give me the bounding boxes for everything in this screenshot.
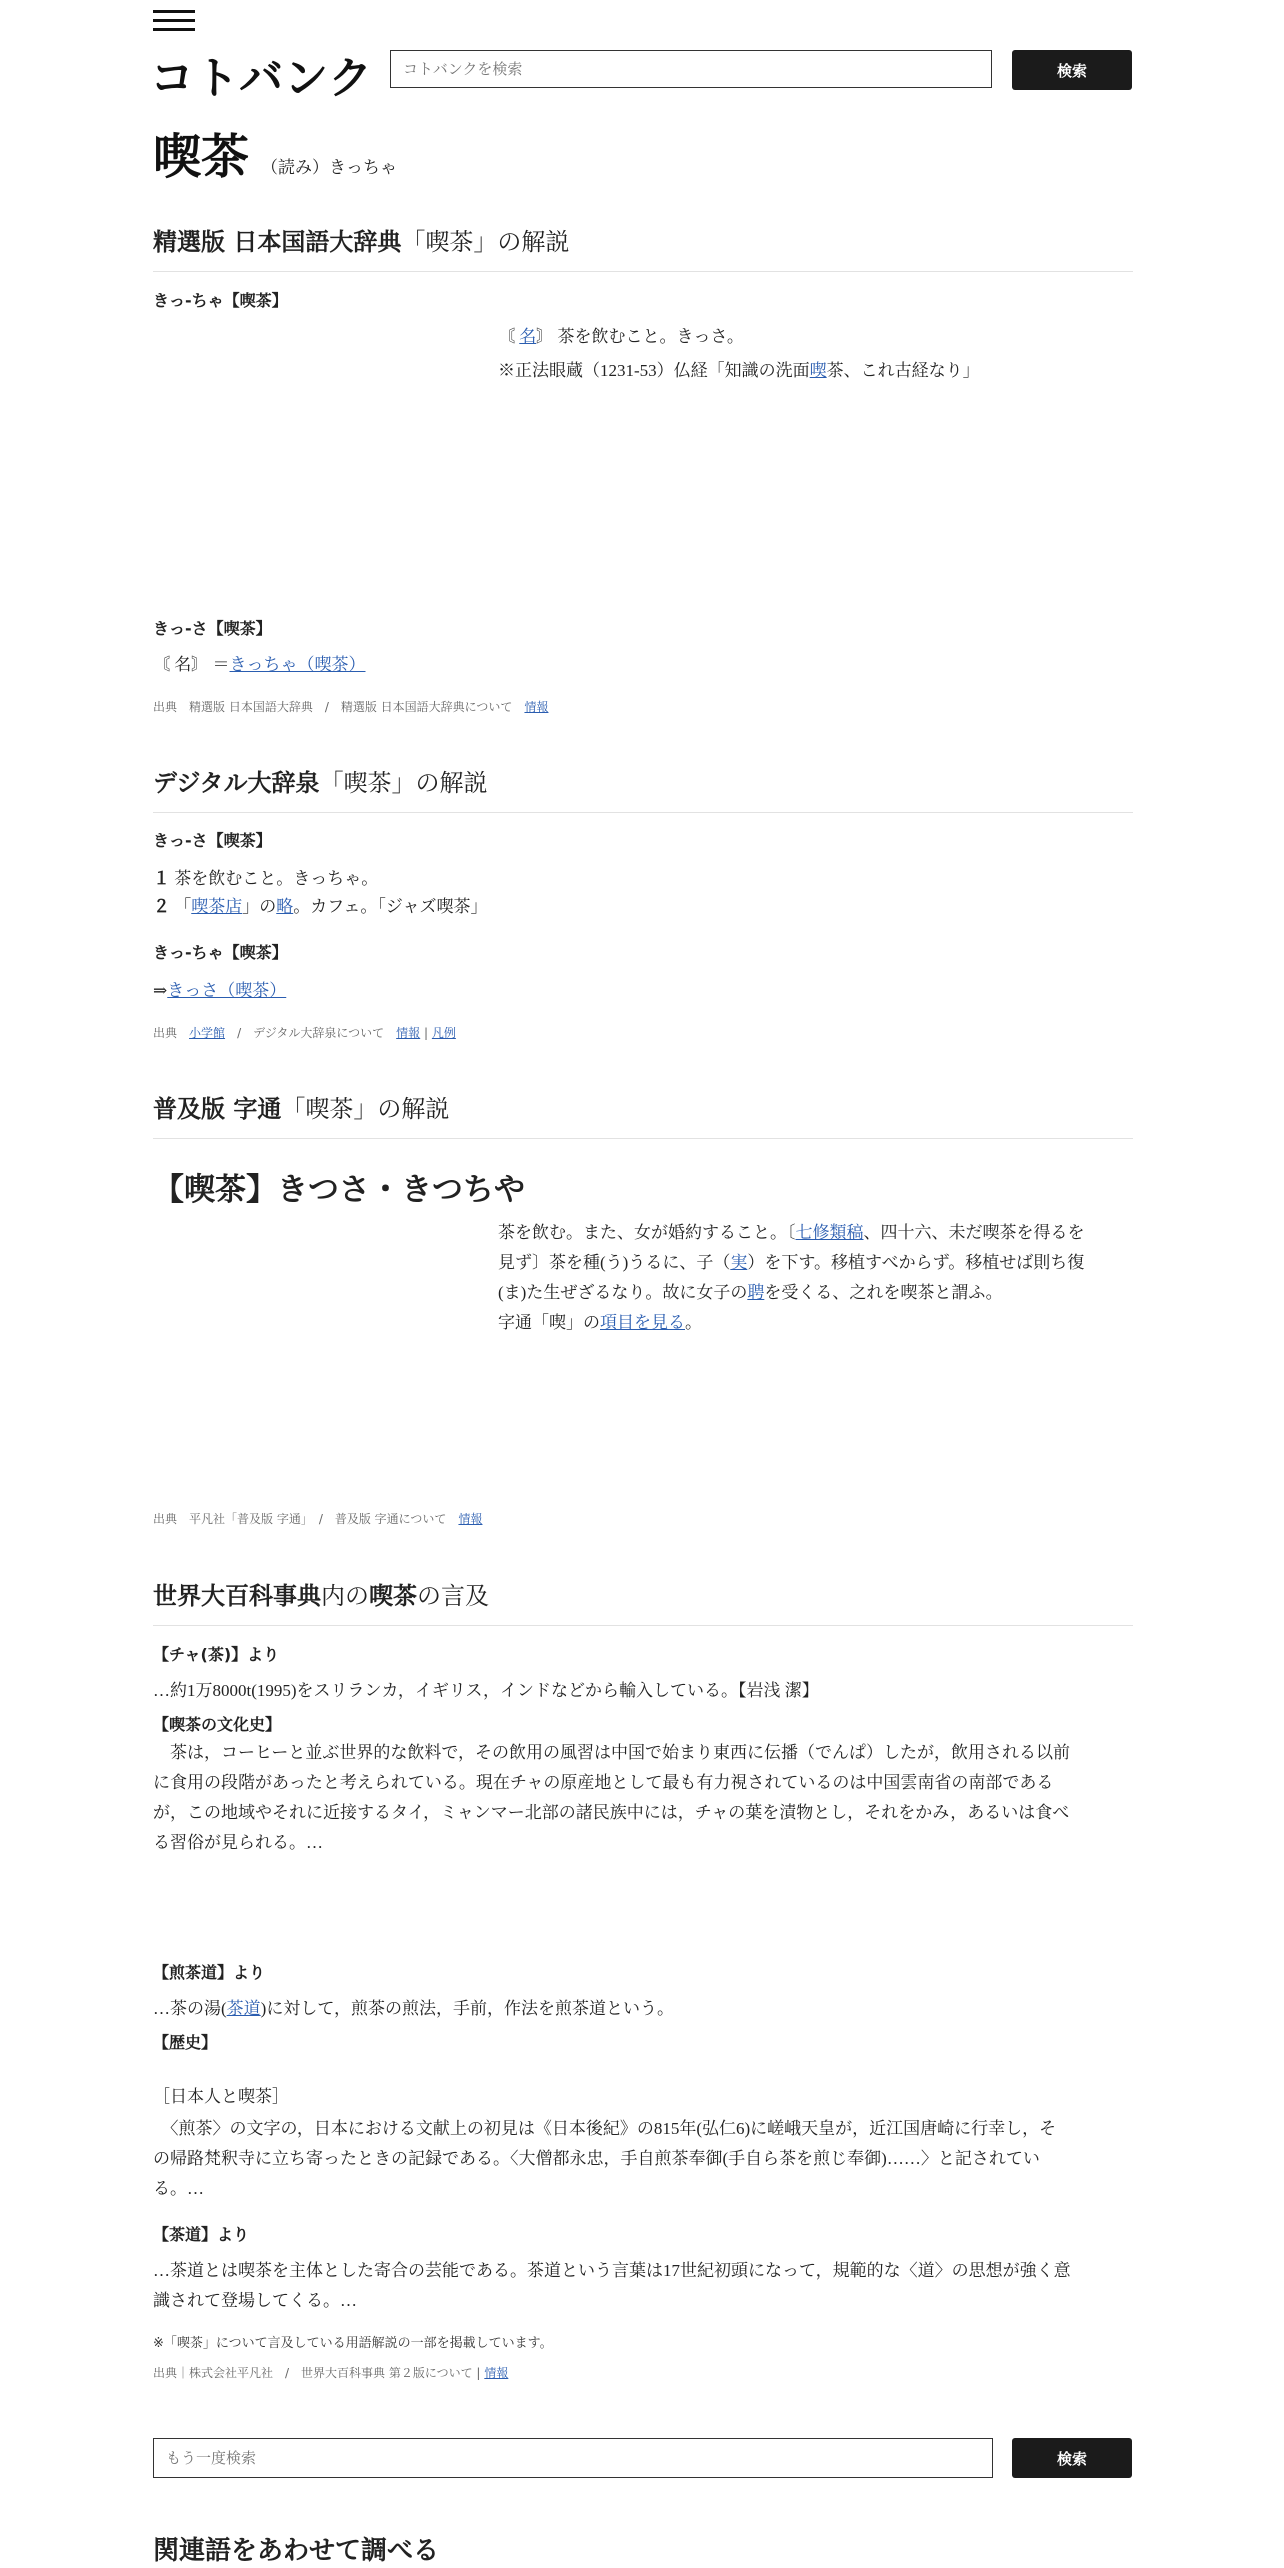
sado-paragraph-line: …茶道とは喫茶を主体とした寄合の芸能である。茶道という言葉は17世紀初頭になって，規範的な〈道〉の思想が強く意 <box>153 2261 1071 2280</box>
sado-link[interactable]: 茶道 <box>226 1999 261 2018</box>
section-heading-rest: 「喫茶」の解説 <box>319 769 488 797</box>
def-number: １ <box>153 869 170 889</box>
site-logo[interactable]: コトバンク <box>150 53 374 104</box>
info-link[interactable]: 情報 <box>524 700 549 714</box>
source-text: 出典 平凡社「普及版 字通」 / 普及版 字通について <box>153 1512 447 1526</box>
cross-ref-link[interactable]: きっちゃ（喫茶） <box>229 655 366 674</box>
kissaten-link[interactable]: 喫茶店 <box>191 897 243 916</box>
heading-bold-1: 世界大百科事典 <box>153 1582 321 1610</box>
sencha-text <box>153 1994 674 2024</box>
ryaku-link[interactable]: 略 <box>276 897 294 916</box>
sado-heading: 【茶道】より <box>153 2225 250 2244</box>
bracket-open: 〘 <box>498 327 515 346</box>
quote-link[interactable]: 喫 <box>809 361 827 380</box>
text: 見ず〕茶を種(う)うるに、子（ <box>498 1253 731 1272</box>
search-button[interactable]: 検索 <box>1012 50 1132 90</box>
text: 茶を飲む。また、女が婚約すること。〔 <box>498 1223 796 1242</box>
def-mid: 」の <box>242 897 277 916</box>
entry-heading: きっ‐さ【喫茶】 <box>153 831 272 850</box>
page-title <box>153 118 397 187</box>
info-link[interactable]: 情報 <box>458 1512 483 1526</box>
jitsu-line-4 <box>498 1308 702 1338</box>
publisher-link[interactable]: 小学館 <box>189 1026 226 1040</box>
section-heading-rest: 「喫茶」の解説 <box>401 228 570 256</box>
quote-pre: ※正法眼蔵（1231‐53）仏経「知識の洗面 <box>498 361 810 380</box>
sencha-subheading-2: ［日本人と喫茶］ <box>153 2087 289 2106</box>
text: …茶の湯( <box>153 1999 227 2018</box>
heading-mid: 内の <box>321 1582 369 1610</box>
sencha-heading: 【煎茶道】より <box>153 1963 266 1982</box>
jitsu-line-3 <box>498 1278 1003 1308</box>
arrow-icon: ⇒ <box>153 981 168 1000</box>
definition-2 <box>153 892 488 922</box>
def-pre: 「 <box>174 897 192 916</box>
hei-link[interactable]: 聘 <box>747 1283 765 1302</box>
section-heading-heibonsha <box>153 1576 1133 1626</box>
related-heading: 関連語をあわせて調べる <box>153 2536 440 2566</box>
quote-text <box>498 356 980 386</box>
text: 。 <box>685 1313 702 1332</box>
section-heading-rest: 「喫茶」の解説 <box>281 1095 450 1123</box>
cross-ref <box>153 976 286 1006</box>
search-again-input[interactable] <box>153 2438 993 2478</box>
separator: | <box>424 1026 429 1040</box>
cha-subheading: 【喫茶の文化史】 <box>153 1715 282 1734</box>
cha-text: …約1万8000t(1995)をスリランカ，イギリス，インドなどから輸入している。【岩浅 潔】 <box>153 1681 819 1700</box>
source-line <box>153 1024 456 1041</box>
section-heading-bold: 精選版 日本国語大辞典 <box>153 228 402 256</box>
source-text: 出典｜株式会社平凡社 / 世界大百科事典 第２版について | <box>153 2366 481 2380</box>
jitsu-line-1 <box>498 1218 1085 1248</box>
entry-heading: きっ‐ちゃ【喫茶】 <box>153 943 288 962</box>
source-text: / デジタル大辞泉について <box>237 1026 385 1040</box>
source-label: 出典 <box>153 1026 178 1040</box>
text: 、四十六、未だ喫茶を得るを <box>863 1223 1085 1242</box>
section-heading-daijisen <box>153 763 1133 813</box>
text: を受くる、之れを喫茶と謂ふ。 <box>764 1283 1003 1302</box>
pos-link[interactable]: 名 <box>519 327 537 346</box>
title-reading: （読み）きっちゃ <box>261 158 398 178</box>
cha-paragraph-line: る習俗が見られる。… <box>153 1833 323 1852</box>
cha-paragraph-line: が，この地域やそれに近接するタイ，ミャンマー北部の諸民族中には，チャの葉を漬物とし，それをかみ，あるいは食べ <box>153 1803 1070 1822</box>
source-line <box>153 1510 482 1527</box>
sado-paragraph-line: 識されて登場してくる。… <box>153 2291 357 2310</box>
entry-heading: きっ‐ちゃ【喫茶】 <box>153 291 288 310</box>
section-heading-bold: デジタル大辞泉 <box>153 769 320 797</box>
section-heading-bold: 普及版 字通 <box>153 1095 282 1123</box>
jitsu-line-2 <box>498 1248 1084 1278</box>
definition-text <box>498 322 744 352</box>
section-heading-nikkoku <box>153 222 1133 272</box>
search-again-button[interactable]: 検索 <box>1012 2438 1132 2478</box>
hanrei-link[interactable]: 凡例 <box>431 1026 456 1040</box>
text: 字通「喫」の <box>498 1313 600 1332</box>
title-word: 喫茶 <box>153 129 250 185</box>
section-heading-jitsu <box>153 1089 1133 1139</box>
sencha-paragraph-line: る。… <box>153 2179 204 2198</box>
sencha-paragraph-line: の帰路梵釈寺に立ち寄ったときの記録である。〈大僧都永忠，手自煎茶奉御(手自ら茶を煎じ奉御)……〉と記されてい <box>153 2149 1040 2168</box>
source-text: 出典 精選版 日本国語大辞典 / 精選版 日本国語大辞典について <box>153 700 513 714</box>
pos-label: 〘 名〙 ＝ <box>153 655 230 674</box>
definition-1 <box>153 864 378 894</box>
jitsu-entry-heading: 【喫茶】きつさ・きつちや <box>153 1172 525 1208</box>
search-input[interactable] <box>390 50 992 88</box>
mi-link[interactable]: 実 <box>730 1253 748 1272</box>
info-link[interactable]: 情報 <box>396 1026 421 1040</box>
cha-paragraph-line: に食用の段階があったと考えられている。現在チャの原産地として最も有力視されているのは中国雲南省の南部である <box>153 1773 1054 1792</box>
def-text: 茶を飲むこと。きっちゃ。 <box>174 869 379 888</box>
sencha-subheading: 【歴史】 <box>153 2033 218 2052</box>
text: (ま)た生ぜざるなり。故に女子の <box>498 1283 748 1302</box>
definition-text <box>153 650 366 680</box>
info-link[interactable]: 情報 <box>484 2366 509 2380</box>
heading-bold-2: 喫茶 <box>369 1582 417 1610</box>
cross-ref-link[interactable]: きっさ（喫茶） <box>167 981 287 1000</box>
see-item-link[interactable]: 項目を見る <box>600 1313 685 1332</box>
cha-paragraph-line: 茶は，コーヒーと並ぶ世界的な飲料で，その飲用の風習は中国で始まり東西に伝播（でんぱ）したが，飲用される以前 <box>153 1743 1070 1762</box>
def-number: ２ <box>153 897 170 917</box>
text: )に対して，煎茶の煎法，手前，作法を煎茶道という。 <box>260 1999 674 2018</box>
cha-heading: 【チャ(茶)】より <box>153 1645 280 1664</box>
def-post: 。カフェ。「ジャズ喫茶」 <box>293 897 488 916</box>
source-work-link[interactable]: 七修類稿 <box>795 1223 864 1242</box>
text: ）を下す。移植すべからず。移植せば則ち復 <box>747 1253 1085 1272</box>
menu-icon[interactable] <box>153 10 195 32</box>
quote-post: 茶、これ古経なり」 <box>826 361 980 380</box>
bracket-close: 〙 <box>536 327 554 346</box>
definition: 茶を飲むこと。きっさ。 <box>557 327 744 346</box>
source-line <box>153 698 548 715</box>
sencha-paragraph-line: 〈煎茶〉の文字の，日本における文献上の初見は《日本後紀》の815年(弘仁6)に嵯峨天皇が，近江国唐崎に行幸し，そ <box>153 2119 1057 2138</box>
source-line <box>153 2364 508 2381</box>
heading-rest: の言及 <box>417 1582 489 1610</box>
entry-heading: きっ‐さ【喫茶】 <box>153 619 272 638</box>
mention-note: ※「喫茶」について言及している用語解説の一部を掲載しています。 <box>153 2336 553 2351</box>
